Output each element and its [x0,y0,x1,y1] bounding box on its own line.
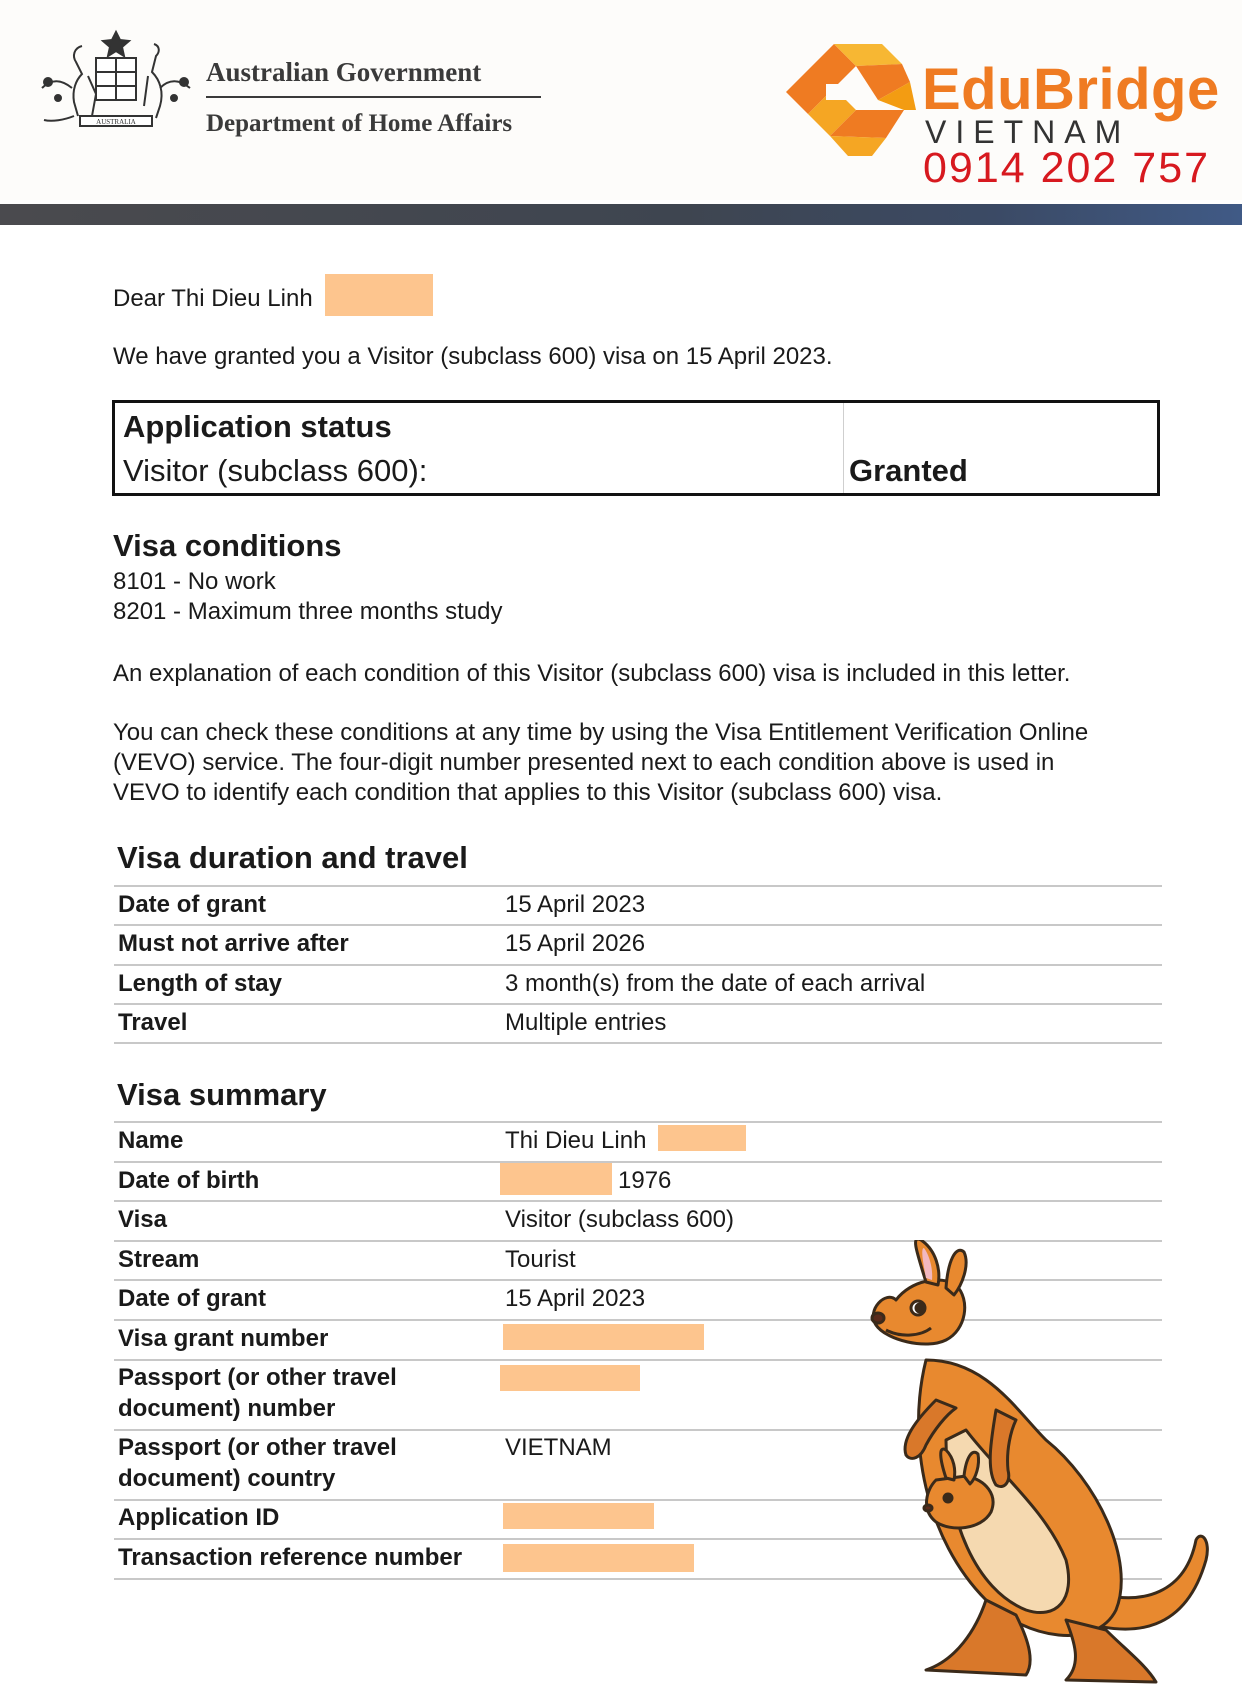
conditions-explanation: An explanation of each condition of this Visitor (subclass 600) visa is included in this letter. [113,660,1071,687]
duration-label: Length of stay [118,970,283,997]
summary-label: Application ID [118,1504,280,1531]
duration-label: Must not arrive after [118,930,349,957]
redaction-block [325,274,433,316]
greeting: Dear Thi Dieu Linh [113,285,313,312]
status-label: Visitor (subclass 600): [123,453,428,488]
condition-item: 8201 - Maximum three months study [113,598,503,625]
duration-value: 3 month(s) from the date of each arrival [505,970,926,997]
summary-label: Passport (or other travel [118,1434,397,1461]
duration-label: Date of grant [118,891,267,918]
status-divider [843,403,844,493]
redaction-block [500,1365,640,1391]
table-rule [114,885,1162,887]
summary-value: Thi Dieu Linh [505,1127,647,1154]
summary-label: Transaction reference number [118,1544,463,1571]
redaction-block [503,1503,654,1529]
table-rule [114,964,1162,966]
summary-value: 1976 [618,1167,672,1194]
summary-label: Stream [118,1246,200,1273]
svg-text:AUSTRALIA: AUSTRALIA [96,118,136,126]
vevo-paragraph: You can check these conditions at any time by using the Visa Entitlement Verification Online [113,719,1089,746]
summary-value: Visitor (subclass 600) [505,1206,734,1233]
vevo-paragraph: (VEVO) service. The four-digit number presented next to each condition above is used in [113,749,1055,776]
header-band [0,204,1242,225]
duration-value: 15 April 2023 [505,891,646,918]
conditions-heading: Visa conditions [113,528,342,563]
government-title: Australian Government [206,57,482,87]
duration-heading: Visa duration and travel [117,840,468,875]
duration-label: Travel [118,1009,188,1036]
vevo-paragraph: VEVO to identify each condition that applies to this Visitor (subclass 600) visa. [113,779,943,806]
summary-label: Date of grant [118,1285,267,1312]
redaction-block [500,1163,612,1195]
redaction-block [658,1125,746,1151]
summary-label: Visa grant number [118,1325,329,1352]
summary-label: Name [118,1127,184,1154]
table-rule [114,1200,1162,1202]
summary-label: Date of birth [118,1167,260,1194]
table-rule [114,1121,1162,1123]
status-title: Application status [123,409,392,444]
letter-header [0,0,1242,200]
summary-value: VIETNAM [505,1434,612,1461]
redaction-block [503,1544,694,1572]
department-name: Department of Home Affairs [206,110,513,137]
application-status-box [112,400,1160,496]
status-value: Granted [849,453,968,488]
edubridge-logo-icon [786,38,916,160]
summary-heading: Visa summary [117,1077,327,1112]
summary-label: document) number [118,1395,336,1422]
table-rule [114,1003,1162,1005]
brand-name: EduBridge [922,57,1220,122]
duration-value: Multiple entries [505,1009,667,1036]
summary-value: 15 April 2023 [505,1285,646,1312]
grant-sentence: We have granted you a Visitor (subclass 600) visa on 15 April 2023. [113,343,833,370]
table-rule [114,924,1162,926]
table-rule [114,1042,1162,1044]
summary-label: Visa [118,1206,167,1233]
summary-value: Tourist [505,1246,576,1273]
brand-phone: 0914 202 757 [923,144,1211,192]
redaction-block [503,1324,704,1350]
condition-item: 8101 - No work [113,568,276,595]
duration-value: 15 April 2026 [505,930,646,957]
table-rule [114,1161,1162,1163]
header-divider [206,96,541,98]
coat-of-arms-icon [34,28,198,136]
summary-label: Passport (or other travel [118,1364,397,1391]
summary-label: document) country [118,1465,336,1492]
brand-country: VIETNAM [925,114,1131,150]
kangaroo-illustration-icon [866,1240,1216,1690]
